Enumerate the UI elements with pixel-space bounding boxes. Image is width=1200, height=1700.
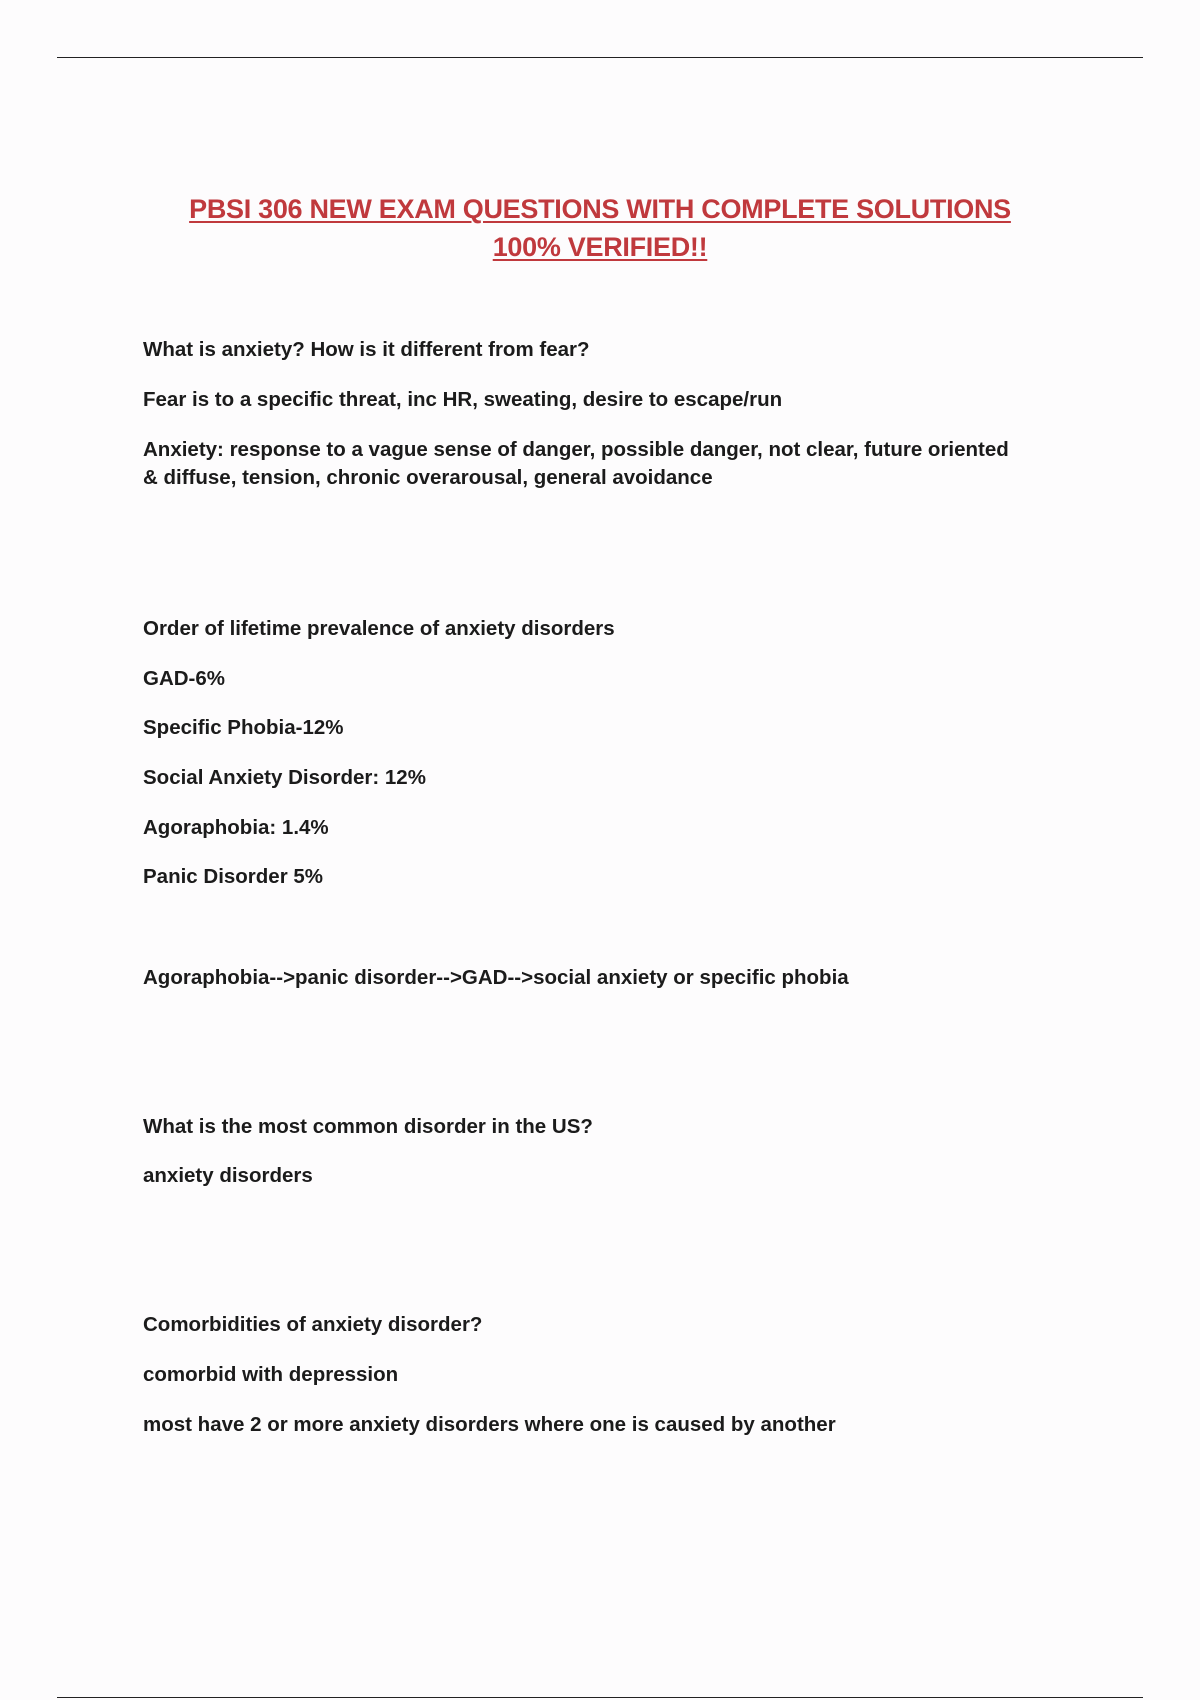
document-title (100, 190, 1100, 266)
answer-1-1: Fear is to a specific threat, inc HR, sweating, desire to escape/run (143, 388, 783, 411)
answer-2-1: GAD-6% (143, 667, 226, 690)
answer-2-6: Agoraphobia-->panic disorder-->GAD-->social anxiety or specific phobia (143, 966, 849, 989)
bottom-rule (57, 1697, 1143, 1698)
title-line-1: PBSI 306 NEW EXAM QUESTIONS WITH COMPLETE SOLUTIONS (189, 194, 1011, 224)
answer-3-1: anxiety disorders (143, 1164, 313, 1187)
answer-4-2: most have 2 or more anxiety disorders where one is caused by another (143, 1413, 836, 1436)
question-4: Comorbidities of anxiety disorder? (143, 1313, 483, 1336)
answer-2-3: Social Anxiety Disorder: 12% (143, 766, 426, 789)
answer-1-2: Anxiety: response to a vague sense of danger, possible danger, not clear, future oriented & diffuse, tension, chronic overarousal, general avoidance (143, 438, 1009, 489)
answer-2-4: Agoraphobia: 1.4% (143, 816, 329, 839)
answer-2-5: Panic Disorder 5% (143, 865, 324, 888)
question-2: Order of lifetime prevalence of anxiety disorders (143, 617, 615, 640)
answer-4-1: comorbid with depression (143, 1363, 399, 1386)
answer-2-2: Specific Phobia-12% (143, 716, 344, 739)
question-1: What is anxiety? How is it different from fear? (143, 338, 590, 361)
title-line-2: 100% VERIFIED!! (492, 232, 708, 262)
top-rule (57, 57, 1143, 58)
question-3: What is the most common disorder in the US? (143, 1115, 593, 1138)
